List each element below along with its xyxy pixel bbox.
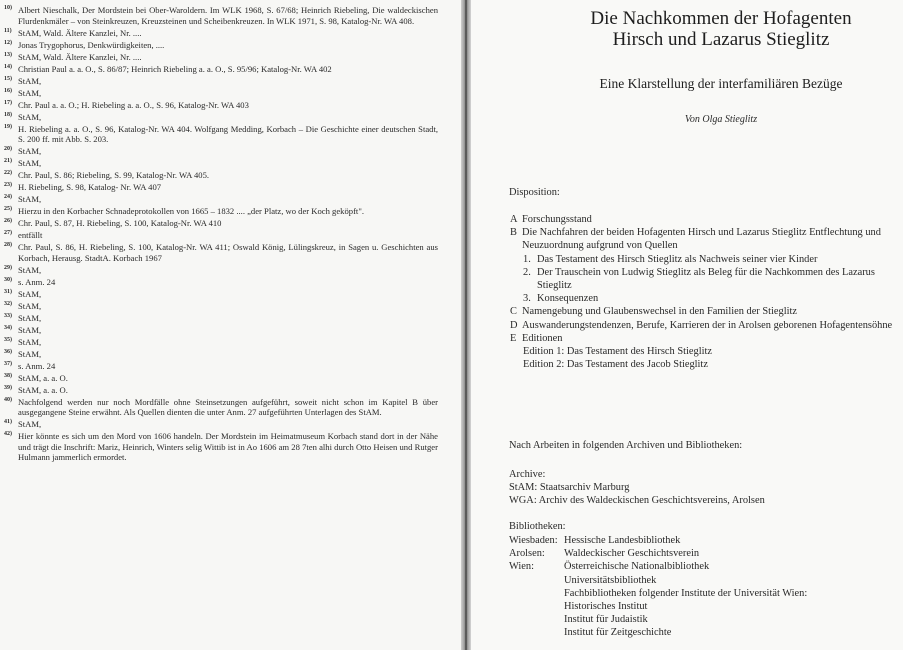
footnote-text: s. Anm. 24: [18, 276, 56, 287]
footnote: [4, 289, 438, 300]
footnote: [4, 385, 438, 396]
outline-text: Namengebung und Glaubenswechsel in den Familien der Stieglitz: [522, 306, 797, 318]
footnote: [4, 112, 438, 123]
library-name: Institut für Zeitgeschichte: [564, 627, 672, 639]
footnote-number: 27 ): [4, 230, 18, 237]
library-city: [509, 626, 564, 639]
footnote-text: StAM,: [18, 87, 42, 98]
outline-letter: D: [510, 319, 518, 331]
footnote: [4, 337, 438, 348]
footnote-number: 30 ): [4, 277, 18, 284]
outline-subitem-b3: [510, 292, 900, 305]
footnote: [4, 325, 438, 336]
edition-1: Edition 1: Das Testament des Hirsch Stieglitz: [523, 346, 712, 358]
footnote-text: StAM, a. a. O.: [18, 384, 68, 395]
footnote-number: 35 ): [4, 337, 18, 344]
article-title: [551, 8, 891, 50]
footnote-text: Hierzu in den Korbacher Schnadeprotokollen von 1665 – 1832 .... „der Platz, wo der Koch geköpft".: [18, 206, 364, 216]
library-name: Universitätsbibliothek: [564, 574, 657, 586]
footnote-text: StAM,: [18, 194, 42, 204]
footnote-text: Christian Paul a. a. O., S. 86/87; Heinrich Riebeling a. a. O., S. 95/96; Katalog-Nr. WA 402: [18, 63, 332, 74]
footnotes-list: [4, 5, 438, 464]
library-city: Wien:: [509, 561, 534, 573]
footnote-text: StAM,: [18, 300, 42, 311]
footnote-text: StAM,: [18, 336, 42, 347]
footnote-text: Hier könnte es sich um den Mord von 1606 handeln. Der Mordstein im Heimatmuseum Korbach stand dort in der Nähe und trägt die Inschrift: Mariz, Heinrich, Winters selig Wittib ist in Ao 1606 am 28 7ten alhi durch Otto Heisen und Rutger Hulmann jammerlich ermordet.: [18, 431, 438, 462]
footnote: [4, 40, 438, 51]
outline-text: Konsequenzen: [537, 293, 599, 305]
footnote-number: 16 ): [4, 88, 18, 95]
footnote-text: Jonas Trygophorus, Denkwürdigkeiten, ....: [18, 39, 165, 50]
outline-item-d: [510, 319, 900, 332]
footnote-text: StAM, Wald. Ältere Kanzlei, Nr. ....: [18, 27, 142, 38]
outline-subitem-b2: [510, 266, 900, 292]
footnote: [4, 146, 438, 157]
footnote-number: 22 ): [4, 170, 18, 177]
title-line-1: Die Nachkommen der Hofagenten: [590, 8, 852, 29]
disposition-outline: [510, 213, 900, 371]
outline-text: Forschungsstand: [522, 214, 592, 225]
footnote-number: 41 ): [4, 419, 18, 426]
footnote: [4, 277, 438, 288]
footnote: [4, 52, 438, 63]
libraries-list: [509, 534, 807, 640]
footnote: [4, 218, 438, 229]
footnote-text: StAM, a. a. O.: [18, 372, 68, 383]
footnote: [4, 431, 438, 463]
footnote: [4, 158, 438, 169]
right-page: [471, 0, 903, 650]
library-entry: [509, 534, 807, 547]
footnote: [4, 349, 438, 360]
footnote-text: StAM,: [18, 419, 42, 429]
footnote: [4, 124, 438, 145]
outline-number: 3.: [523, 293, 531, 305]
article-subtitle: Eine Klarstellung der interfamiliären Bezüge: [599, 76, 843, 91]
footnote-number: 32 ): [4, 301, 18, 308]
footnote-text: Chr. Paul, S. 87, H. Riebeling, S. 100, Katalog-Nr. WA 410: [18, 218, 222, 228]
footnote-number: 28 ): [4, 242, 18, 249]
footnote-text: StAM, Wald. Ältere Kanzlei, Nr. ....: [18, 51, 142, 62]
footnote-number: 11 ): [4, 28, 18, 35]
footnote-text: Chr. Paul, S. 86; Riebeling, S. 99, Katalog-Nr. WA 405.: [18, 170, 210, 180]
footnote: [4, 301, 438, 312]
footnote: [4, 170, 438, 181]
outline-item-c: [510, 305, 900, 318]
footnote: [4, 182, 438, 193]
footnote-text: entfällt: [18, 230, 43, 240]
footnote-number: 29 ): [4, 265, 18, 272]
outline-number: 2.: [523, 266, 531, 278]
footnote-text: StAM,: [18, 146, 42, 156]
footnote-number: 13 ): [4, 52, 18, 59]
outline-item-e: [510, 332, 900, 345]
library-name: Waldeckischer Geschichtsverein: [564, 548, 700, 560]
footnote: [4, 230, 438, 241]
footnote: [4, 361, 438, 372]
footnote-number: 20 ): [4, 146, 18, 153]
library-city: [509, 600, 564, 613]
library-name: Hessische Landesbibliothek: [564, 535, 681, 546]
outline-text: Auswanderungstendenzen, Berufe, Karrieren der in Arolsen geborenen Hofagentensöhne: [522, 319, 893, 331]
outline-letter: A: [510, 214, 518, 225]
edition-2: Edition 2: Das Testament des Jacob Stieglitz: [523, 359, 708, 371]
library-entry: [509, 547, 807, 560]
footnote-number: 31 ): [4, 289, 18, 296]
footnote-text: Chr. Paul a. a. O.; H. Riebeling a. a. O., S. 96, Katalog-Nr. WA 403: [18, 99, 249, 110]
library-entry: [509, 574, 807, 587]
footnote: [4, 206, 438, 217]
library-entry: [509, 587, 807, 600]
footnote-number: 23 ): [4, 182, 18, 189]
archives-list: [509, 481, 765, 507]
footnote: [4, 242, 438, 263]
title-line-2: Hirsch und Lazarus Stieglitz: [612, 29, 830, 50]
footnote-number: 21 ): [4, 158, 18, 165]
outline-item-a: [510, 213, 900, 226]
footnote: [4, 313, 438, 324]
author-line: Von Olga Stieglitz: [684, 114, 758, 125]
footnote-number: 17 ): [4, 100, 18, 107]
footnote-number: 36 ): [4, 349, 18, 356]
footnote-number: 12 ): [4, 40, 18, 47]
footnote-text: Chr. Paul, S. 86, H. Riebeling, S. 100, Katalog-Nr. WA 411; Oswald König, Lülingskreuz, in Sagen u. Geschichten aus Korbach, Herausg. StadtA. Korbach 1967: [18, 242, 438, 263]
footnote-text: StAM,: [18, 288, 42, 299]
footnote-text: Nachfolgend werden nur noch Mordfälle ohne Steinsetzungen aufgeführt, soweit nicht schon im Kapitel B über ausgegangene Steine erwähnt. Als Quellen dienten die unter Anm. 27 aufgeführten Unterlagen des StAM.: [18, 396, 438, 417]
footnote-number: 24 ): [4, 194, 18, 201]
outline-letter: E: [510, 332, 517, 344]
library-name: Historisches Institut: [564, 601, 648, 613]
archives-intro: Nach Arbeiten in folgenden Archiven und Bibliotheken:: [509, 440, 743, 451]
footnote-number: 25 ): [4, 206, 18, 213]
footnote-text: StAM,: [18, 75, 42, 86]
footnote-text: H. Riebeling a. a. O., S. 96, Katalog-Nr. WA 404. Wolfgang Medding, Korbach – Die Geschichte einer deutschen Stadt, S. 200 ff. mit Abb. S. 203.: [18, 123, 438, 144]
disposition-label: Disposition:: [509, 187, 560, 198]
archive-entry: WGA: Archiv des Waldeckischen Geschichtsvereins, Arolsen: [509, 495, 765, 507]
footnote-number: 10 ): [4, 5, 18, 12]
library-entry: [509, 600, 807, 613]
outline-letter: B: [510, 227, 517, 239]
footnote-text: StAM,: [18, 111, 42, 122]
footnote: [4, 64, 438, 75]
library-name: Fachbibliotheken folgender Institute der Universität Wien:: [564, 587, 808, 599]
footnote: [4, 373, 438, 384]
library-entry: [509, 613, 807, 626]
footnote-number: 37 ): [4, 361, 18, 368]
outline-text: Die Nachfahren der beiden Hofagenten Hirsch und Lazarus Stieglitz Entflechtung und Neuzuordnung aufgrund von Quellen: [522, 227, 881, 252]
footnote: [4, 265, 438, 276]
footnote-number: 15 ): [4, 76, 18, 83]
footnote: [4, 88, 438, 99]
footnote-text: StAM,: [18, 348, 42, 359]
footnote-number: 38 ): [4, 373, 18, 380]
footnote-text: s. Anm. 24: [18, 360, 56, 371]
outline-text: Editionen: [522, 332, 563, 344]
library-city: [509, 613, 564, 626]
library-name: Österreichische Nationalbibliothek: [564, 561, 710, 573]
footnote: [4, 419, 438, 430]
footnote: [4, 5, 438, 26]
library-city: [509, 587, 564, 600]
library-name: Institut für Judaistik: [564, 614, 648, 626]
footnote-number: 39 ): [4, 385, 18, 392]
outline-letter: C: [510, 306, 517, 318]
footnote-number: 18 ): [4, 112, 18, 119]
archives-label: Archive:: [509, 469, 546, 480]
footnote-number: 34 ): [4, 325, 18, 332]
footnote-number: 42 ): [4, 431, 18, 438]
archive-entry: StAM: Staatsarchiv Marburg: [509, 482, 630, 493]
footnote-text: Albert Nieschalk, Der Mordstein bei Ober-Waroldern. Im WLK 1968, S. 67/68; Heinrich Riebeling, Die waldeckischen Flurdenkmäler – von Steinkreuzen, Kreuzsteinen und Scheibenkreuzen. In WLK 1971, S. 98, Katalog-Nr. WA 408.: [18, 5, 438, 26]
footnote-number: 40 ): [4, 397, 18, 404]
library-city: [509, 574, 564, 587]
library-city: Wiesbaden:: [509, 535, 558, 546]
footnote-text: H. Riebeling, S. 98, Katalog- Nr. WA 407: [18, 182, 162, 192]
footnote: [4, 397, 438, 418]
book-gutter: [461, 0, 471, 650]
library-city: Arolsen:: [509, 548, 545, 560]
footnote: [4, 100, 438, 111]
outline-subitem-b1: [510, 253, 900, 266]
outline-text: Der Trauschein von Ludwig Stieglitz als Beleg für die Nachkommen des Lazarus Stieglitz: [537, 266, 875, 292]
footnote-text: StAM,: [18, 324, 42, 335]
footnote-text: StAM,: [18, 264, 42, 275]
library-entry: [509, 626, 807, 639]
outline-number: 1.: [523, 253, 531, 265]
footnote-text: StAM,: [18, 312, 42, 323]
outline-item-b: [510, 226, 900, 252]
footnote-number: 33 ): [4, 313, 18, 320]
footnote-number: 26 ): [4, 218, 18, 225]
outline-text: Das Testament des Hirsch Stieglitz als Nachweis seiner vier Kinder: [537, 253, 818, 265]
footnote-text: StAM,: [18, 158, 42, 168]
footnote: [4, 28, 438, 39]
footnote-number: 19 ): [4, 124, 18, 131]
footnote: [4, 76, 438, 87]
libraries-label: Bibliotheken:: [509, 521, 566, 532]
library-entry: [509, 560, 807, 573]
footnote: [4, 194, 438, 205]
footnote-number: 14 ): [4, 64, 18, 71]
